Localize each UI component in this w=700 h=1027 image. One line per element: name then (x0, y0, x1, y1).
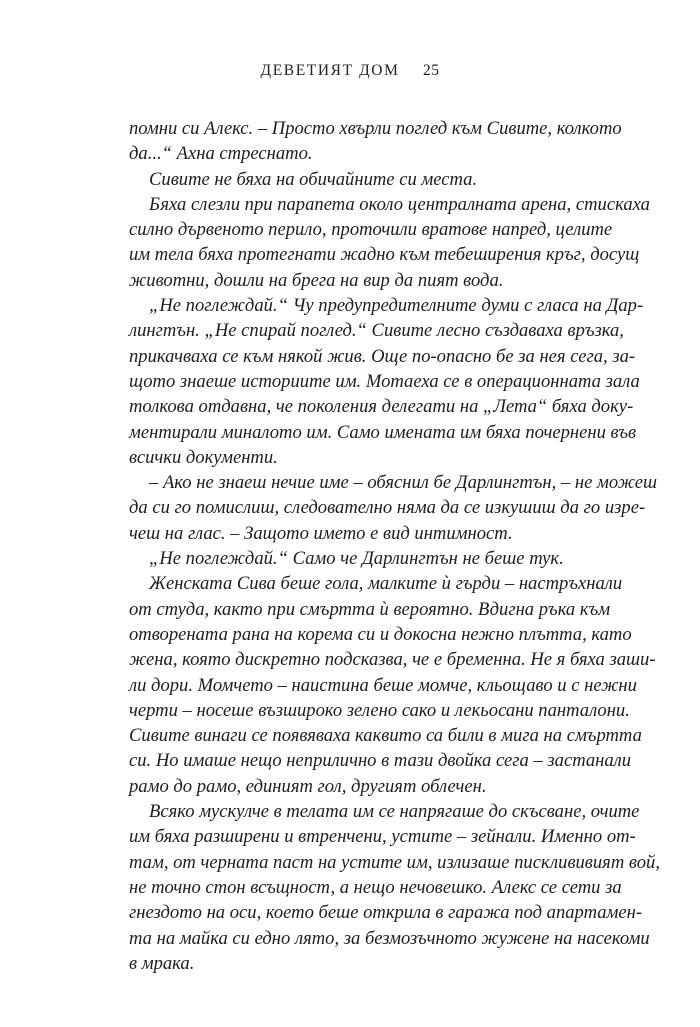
text-line: всички документи. (129, 446, 278, 468)
text-line: им бяха разширени и втренчени, устите – зейнали. Именно от- (129, 826, 636, 848)
text-line: помни си Алекс. – Просто хвърли поглед към Сивите, колкото (129, 118, 622, 139)
text-line: Сивите не бяха на обичайните си места. (149, 168, 478, 190)
text-line: животни, дошли на брега на вир да пият вода. (129, 269, 504, 291)
text-line: лингтън. „Не спирай поглед.“ Сивите лесно създаваха връзка, (129, 320, 624, 342)
text-line: толкова отдавна, че поколения делегати на „Лета“ бяха доку- (129, 396, 634, 418)
text-line: да си го помислиш, следователно няма да се изкушиш да го изре- (129, 497, 646, 519)
text-line: ли дори. Момчето – наистина беше момче, кльощаво и с нежни (129, 674, 637, 696)
text-line: „Не поглеждай.“ Само че Дарлингтън не беше тук. (149, 548, 564, 570)
text-line: да...“ Ахна стреснато. (129, 143, 313, 165)
text-line: та на майка си едно лято, за безмозъчното жужене на насекоми (129, 927, 650, 949)
text-line: – Ако не знаеш нечие име – обяснил бе Дарлингтън, – не можеш (149, 472, 658, 494)
text-line: им тела бяха протегнати жадно към тебеширения кръг, досущ (129, 244, 640, 266)
page-number: 25 (422, 62, 440, 79)
text-line: чеш на глас. – Защото името е вид интимност. (129, 522, 513, 544)
text-line: рамо до рамо, единият гол, другият облечен. (129, 775, 487, 797)
text-line: „Не поглеждай.“ Чу предупредителните думи с гласа на Дар- (149, 295, 644, 317)
text-line: Всяко мускулче в телата им се напрягаше до скъсване, очите (149, 801, 640, 823)
text-line: жена, която дискретно подсказва, че е бременна. Не я бяха заши- (129, 649, 656, 671)
text-line: Бяха слезли при парапета около централната арена, стискаха (149, 193, 650, 215)
text-line: прикачваха се към някой жив. Още по-опасно бе за нея сега, за- (129, 345, 636, 367)
text-line: силно дървеното перило, проточили вратове напред, целите (129, 219, 613, 241)
text-line: Сивите винаги се появяваха каквито са били в мига на смъртта (129, 725, 642, 747)
body-text (129, 116, 660, 976)
text-line: щото знаеше историите им. Мотаеха се в операционната зала (129, 370, 640, 392)
text-line: в мрака. (129, 952, 195, 974)
text-line: там, от черната паст на устите им, излизаше писклививият вой, (129, 851, 660, 873)
text-line: черти – носеше възшироко зелено сако и лекьосани панталони. (129, 699, 630, 721)
text-line: си. Но имаше нещо неприлично в тази двойка сега – застанали (129, 750, 632, 772)
running-head (0, 62, 700, 80)
text-line: ментирали миналото им. Само имената им бяха почернени във (129, 421, 637, 443)
text-line: отворената рана на корема си и докосна нежно плътта, като (129, 623, 632, 645)
text-line: гнездото на оси, което беше открила в гаража под апартамен- (129, 902, 643, 924)
text-line: Женската Сива беше гола, малките ѝ гърди – настръхнали (149, 573, 623, 595)
text-line: не точно стон всъщност, а нещо нечовешко. Алекс се сети за (129, 876, 622, 898)
running-head-title: ДЕВЕТИЯТ ДОМ (260, 62, 400, 79)
text-line: от студа, както при смъртта ѝ вероятно. Вдигна ръка към (129, 598, 611, 620)
